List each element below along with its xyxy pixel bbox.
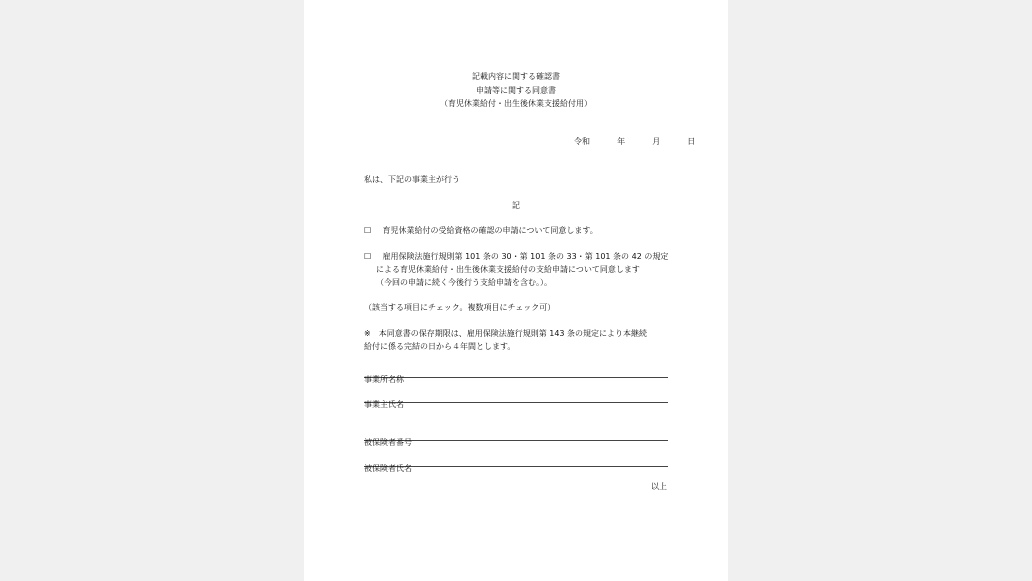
consent-item-2-line-3: （今回の申請に続く今後行う支給申請を含む。）。 — [376, 278, 552, 287]
field-insured-name-label: 被保険者氏名 — [364, 464, 412, 473]
consent-item-1 — [364, 226, 598, 236]
consent-checkbox-2[interactable]: ☐ — [364, 252, 372, 261]
field-employer-name-label: 事業主氏名 — [364, 400, 404, 409]
date-era: 令和 — [574, 137, 590, 146]
field-office-name[interactable] — [364, 367, 668, 384]
date-day-label: 日 — [687, 137, 696, 146]
title-line-1: 記載内容に関する確認書 — [472, 72, 560, 81]
document-page — [304, 0, 728, 581]
closing-text: 以上 — [651, 482, 667, 491]
field-office-name-label: 事業所名称 — [364, 375, 404, 384]
field-insured-number[interactable] — [364, 430, 668, 447]
field-insured-number-label: 被保険者番号 — [364, 438, 412, 447]
field-employer-name[interactable] — [364, 392, 668, 409]
consent-checkbox-1[interactable]: ☐ — [364, 226, 372, 235]
date-year-label: 年 — [617, 137, 626, 146]
field-insured-name[interactable] — [364, 456, 668, 473]
title-line-3: （育児休業給付・出生後休業支援給付用） — [440, 99, 592, 108]
consent-item-2 — [364, 252, 668, 262]
ki-heading — [304, 201, 728, 211]
retention-note-line-2: 給付に係る完結の日から４年間とします。 — [364, 342, 516, 351]
title-line-2: 申請等に関する同意書 — [476, 86, 556, 95]
date-month-label: 月 — [652, 137, 661, 146]
retention-note-line-1: ※ 本同意書の保存期限は、雇用保険法施行規則第 143 条の規定により本継続 — [364, 329, 648, 338]
consent-item-2-line-2: による育児休業給付・出生後休業支援給付の支給申請について同意します — [376, 265, 640, 274]
date-line — [574, 137, 695, 147]
consent-item-1-text: 育児休業給付の受給資格の確認の申請について同意します。 — [382, 226, 598, 235]
consent-item-2-line-1: 雇用保険法施行規則第 101 条の 30・第 101 条の 33・第 101 条の 42 の規定 — [382, 252, 669, 261]
check-note: （該当する項目にチェック。複数項目にチェック可） — [364, 303, 556, 312]
ki-text: 記 — [512, 201, 520, 210]
intro-text: 私は、下記の事業主が行う — [364, 175, 460, 184]
